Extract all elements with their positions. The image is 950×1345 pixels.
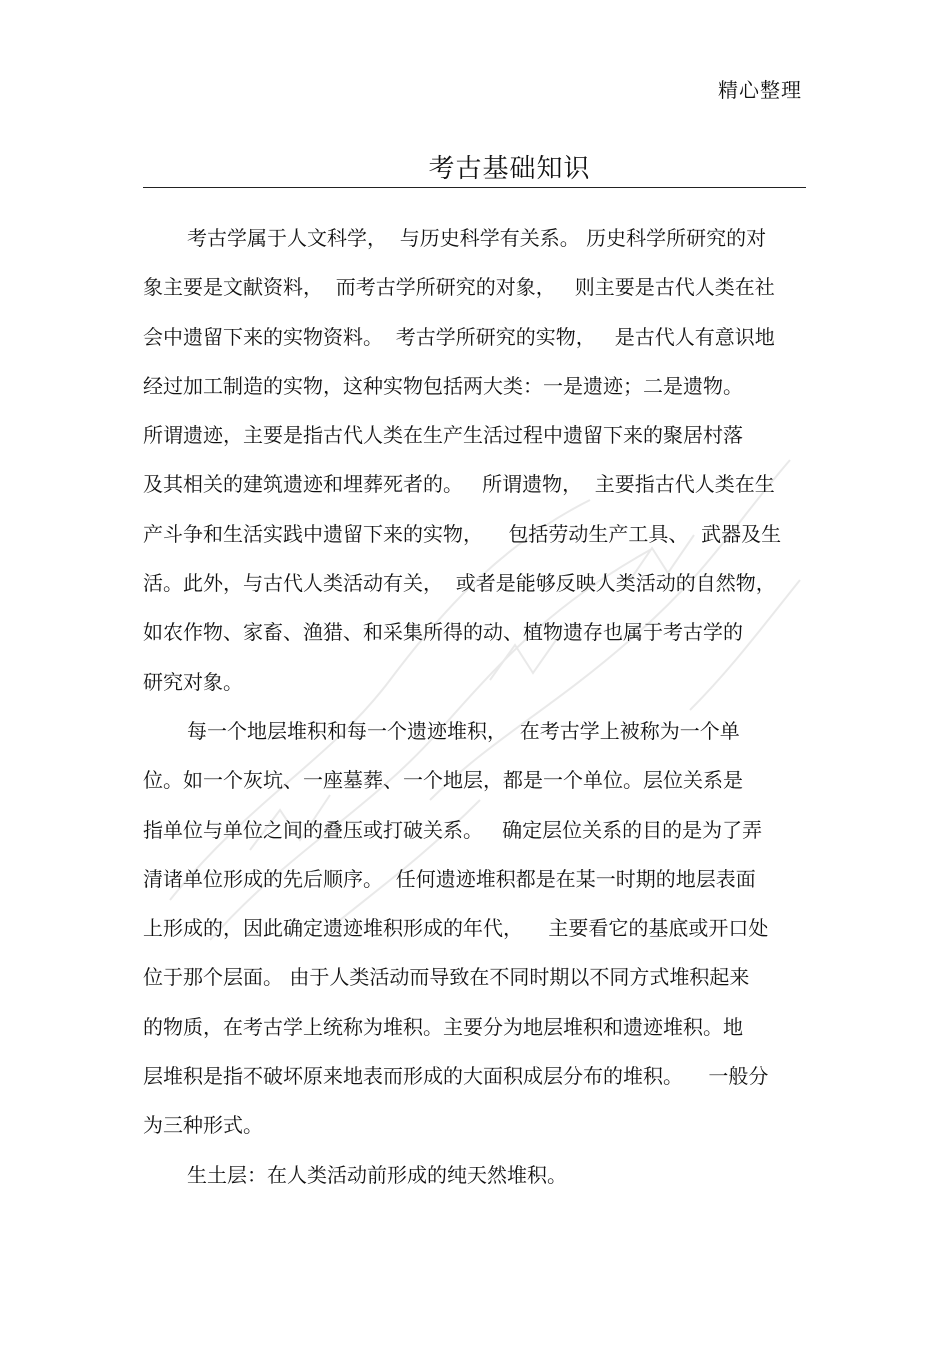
- body-text-line: 产斗争和生活实践中遗留下来的实物， 包括劳动生产工具、 武器及生: [143, 521, 782, 546]
- header-note: 精心整理: [718, 78, 802, 102]
- body-text-line: 象主要是文献资料， 而考古学所研究的对象， 则主要是古代人类在社: [143, 275, 775, 300]
- body-text-line: 考古学属于人文科学， 与历史科学有关系。 历史科学所研究的对: [187, 226, 767, 250]
- body-text-line: 经过加工制造的实物，这种实物包括两大类：一是遗迹；二是遗物。: [143, 373, 743, 398]
- body-text-line: 指单位与单位之间的叠压或打破关系。 确定层位关系的目的是为了弄: [143, 817, 763, 842]
- body-text-line: 生土层：在人类活动前形成的纯天然堆积。: [187, 1162, 567, 1187]
- body-text-line: 研究对象。: [143, 669, 243, 694]
- body-text-line: 上形成的，因此确定遗迹堆积形成的年代， 主要看它的基底或开口处: [143, 916, 769, 941]
- document-body: [143, 214, 806, 1200]
- body-text-line: 位于那个层面。 由于人类活动而导致在不同时期以不同方式堆积起来: [143, 965, 750, 990]
- body-text-line: 活。此外，与古代人类活动有关， 或者是能够反映人类活动的自然物，: [143, 571, 776, 596]
- body-text-line: 每一个地层堆积和每一个遗迹堆积， 在考古学上被称为一个单: [187, 718, 740, 743]
- title-divider: [143, 187, 806, 188]
- body-text-line: 位。如一个灰坑、一座墓葬、一个地层，都是一个单位。层位关系是: [143, 768, 743, 793]
- body-text-line: 会中遗留下来的实物资料。 考古学所研究的实物， 是古代人有意识地: [143, 324, 775, 349]
- body-text-line: 为三种形式。: [143, 1113, 263, 1138]
- body-text-line: 的物质，在考古学上统称为堆积。主要分为地层堆积和遗迹堆积。地: [143, 1014, 743, 1039]
- body-text-line: 层堆积是指不破坏原来地表而形成的大面积成层分布的堆积。 一般分: [143, 1064, 769, 1089]
- body-text-line: 及其相关的建筑遗迹和埋葬死者的。 所谓遗物， 主要指古代人类在生: [143, 472, 775, 497]
- body-text-line: 如农作物、家畜、渔猎、和采集所得的动、植物遗存也属于考古学的: [143, 620, 743, 645]
- body-text-line: 清诸单位形成的先后顺序。 任何遗迹堆积都是在某一时期的地层表面: [143, 866, 756, 891]
- document-title: 考古基础知识: [428, 154, 591, 184]
- body-text-line: 所谓遗迹，主要是指古代人类在生产生活过程中遗留下来的聚居村落: [143, 423, 743, 448]
